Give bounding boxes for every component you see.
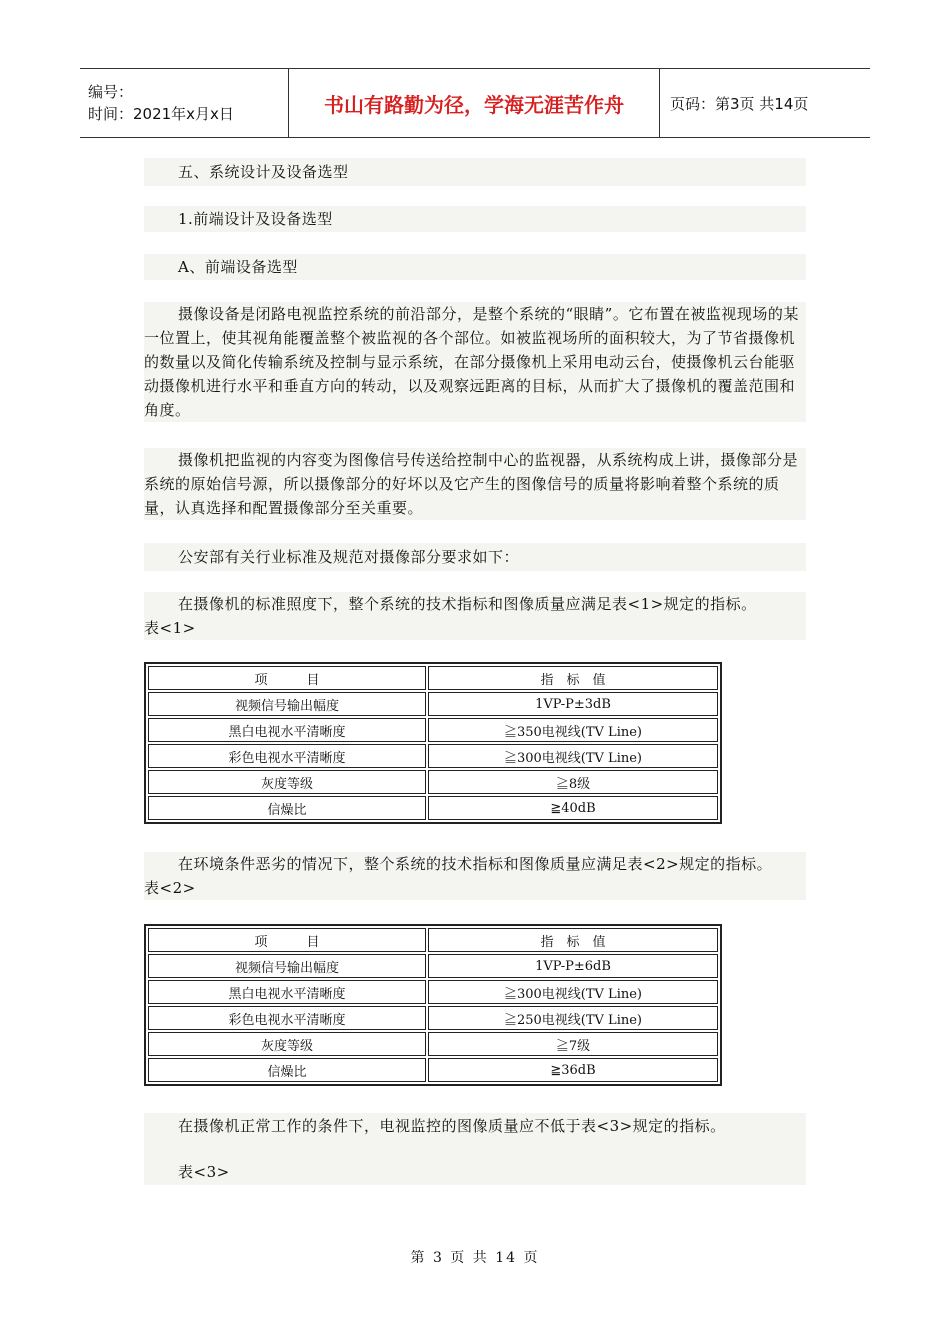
table-cell: ≧7级 bbox=[428, 1032, 718, 1056]
table-cell: 黑白电视水平清晰度 bbox=[148, 980, 426, 1004]
table-cell: 信燥比 bbox=[148, 1058, 426, 1082]
table-row bbox=[148, 1032, 718, 1056]
table-cell: 彩色电视水平清晰度 bbox=[148, 744, 426, 768]
table-row bbox=[148, 980, 718, 1004]
subsection-title-block bbox=[144, 206, 806, 232]
paragraph-6-block bbox=[144, 1113, 806, 1185]
time-label: 时间：2021年x月x日 bbox=[88, 105, 234, 123]
table-row bbox=[148, 1058, 718, 1082]
table2-caption: 表<2> bbox=[144, 879, 196, 897]
table-cell: 黑白电视水平清晰度 bbox=[148, 718, 426, 742]
paragraph-5-block bbox=[144, 852, 806, 900]
table-cell: 视频信号输出幅度 bbox=[148, 692, 426, 716]
table-row bbox=[148, 744, 718, 768]
paragraph-3-block bbox=[144, 543, 806, 571]
table-cell: ≧250电视线(TV Line) bbox=[428, 1006, 718, 1030]
table-cell: ≧36dB bbox=[428, 1058, 718, 1082]
table-row bbox=[148, 796, 718, 820]
header-page-info bbox=[660, 69, 870, 137]
paragraph-3: 公安部有关行业标准及规范对摄像部分要求如下： bbox=[178, 548, 520, 566]
subsubsection-title: A、前端设备选型 bbox=[178, 258, 298, 276]
paragraph-1-block bbox=[144, 302, 806, 422]
table-header-cell: 项 目 bbox=[148, 928, 426, 952]
number-label: 编号： bbox=[88, 83, 134, 101]
table-cell: ≧40dB bbox=[428, 796, 718, 820]
header-meta bbox=[80, 69, 288, 137]
paragraph-2-block bbox=[144, 448, 806, 520]
footer-page-number: 第 3 页 共 14 页 bbox=[410, 1250, 540, 1266]
subsection-title: 1.前端设计及设备选型 bbox=[178, 210, 333, 228]
table-cell: 灰度等级 bbox=[148, 1032, 426, 1056]
table-cell: 彩色电视水平清晰度 bbox=[148, 1006, 426, 1030]
table-row bbox=[148, 954, 718, 978]
table-row bbox=[148, 718, 718, 742]
paragraph-4-block bbox=[144, 592, 806, 640]
table-cell: 信燥比 bbox=[148, 796, 426, 820]
table-cell: ≧300电视线(TV Line) bbox=[428, 980, 718, 1004]
table-1 bbox=[144, 662, 722, 824]
paragraph-6: 在摄像机正常工作的条件下，电视监控的图像质量应不低于表<3>规定的指标。 bbox=[178, 1117, 726, 1135]
page-header bbox=[80, 68, 870, 138]
table-header-cell: 项 目 bbox=[148, 666, 426, 690]
table1-caption: 表<1> bbox=[144, 619, 196, 637]
table-cell: 视频信号输出幅度 bbox=[148, 954, 426, 978]
table-2 bbox=[144, 924, 722, 1086]
section-title: 五、系统设计及设备选型 bbox=[178, 163, 349, 181]
table-cell: 灰度等级 bbox=[148, 770, 426, 794]
paragraph-5: 在环境条件恶劣的情况下，整个系统的技术指标和图像质量应满足表<2>规定的指标。 bbox=[178, 855, 773, 873]
table-cell: ≧300电视线(TV Line) bbox=[428, 744, 718, 768]
table-cell: 1VP-P±3dB bbox=[428, 692, 718, 716]
page-label: 页码：第3页 共14页 bbox=[670, 94, 809, 113]
paragraph-4: 在摄像机的标准照度下，整个系统的技术指标和图像质量应满足表<1>规定的指标。 bbox=[178, 595, 757, 613]
table-header-row bbox=[148, 666, 718, 690]
table-header-row bbox=[148, 928, 718, 952]
table-row bbox=[148, 770, 718, 794]
motto-text: 书山有路勤为径，学海无涯苦作舟 bbox=[324, 92, 624, 117]
section-title-block bbox=[144, 158, 806, 186]
paragraph-2: 摄像机把监视的内容变为图像信号传送给控制中心的监视器，从系统构成上讲，摄像部分是系统的原始信号源，所以摄像部分的好坏以及它产生的图像信号的质量将影响着整个系统的质量，认真选择和配置摄像部分至关重要。 bbox=[144, 451, 799, 517]
table-cell: 1VP-P±6dB bbox=[428, 954, 718, 978]
header-motto bbox=[288, 69, 660, 137]
table-cell: ≧350电视线(TV Line) bbox=[428, 718, 718, 742]
table-header-cell: 指 标 值 bbox=[428, 928, 718, 952]
table-cell: ≧8级 bbox=[428, 770, 718, 794]
page-footer bbox=[0, 1247, 950, 1267]
subsubsection-title-block bbox=[144, 254, 806, 280]
table-header-cell: 指 标 值 bbox=[428, 666, 718, 690]
table3-caption: 表<3> bbox=[178, 1163, 230, 1181]
table-row bbox=[148, 1006, 718, 1030]
table-row bbox=[148, 692, 718, 716]
paragraph-1: 摄像设备是闭路电视监控系统的前沿部分，是整个系统的“眼睛”。它布置在被监视现场的某一位置上，使其视角能覆盖整个被监视的各个部位。如被监视场所的面积较大，为了节省摄像机的数量以及简化传输系统及控制与显示系统，在部分摄像机上采用电动云台，使摄像机云台能驱动摄像机进行水平和垂直方向的转动，以及观察远距离的目标，从而扩大了摄像机的覆盖范围和角度。 bbox=[144, 305, 799, 419]
